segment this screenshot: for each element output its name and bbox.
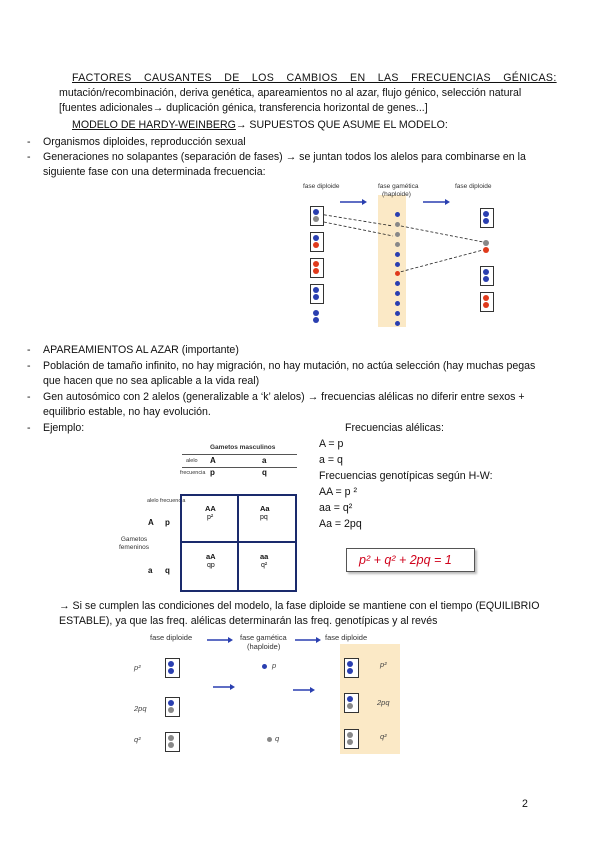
- allelic-frequencies-title: Frecuencias alélicas:: [345, 422, 444, 434]
- female-gametes-title: Gametos femeninos: [119, 536, 149, 551]
- bullet-dash: -: [27, 360, 31, 372]
- row-label-2pq: 2pq: [134, 704, 147, 713]
- bullet-dash: -: [27, 344, 31, 356]
- right-label-p2: p²: [380, 660, 387, 669]
- label-gametic: fase gamética: [378, 183, 419, 190]
- red-allele: [313, 261, 319, 267]
- hardy-weinberg-equation: p² + q² + 2pq = 1: [359, 553, 452, 567]
- label-diploid-left: fase diploide: [303, 183, 340, 190]
- hardy-weinberg-heading: [72, 119, 448, 132]
- right-label-q2: q²: [380, 732, 387, 741]
- male-gametes-title: Gametos masculinos: [210, 444, 276, 451]
- model-suffix: → SUPUESTOS QUE ASUME EL MODELO:: [235, 119, 448, 131]
- blue-allele: [483, 211, 489, 217]
- bullet-autosomal-line1: Gen autosómico con 2 alelos (generalizable a ‘k’ alelos) → frecuencias alélicas no diferir entre sexos +: [43, 391, 525, 403]
- bullet-dash: -: [27, 391, 31, 403]
- cell-aA: aA: [206, 552, 216, 561]
- label-diploid-right: fase diploide: [325, 633, 368, 642]
- red-allele: [313, 242, 319, 248]
- label-diploid-right: fase diploide: [455, 183, 492, 190]
- col-allele-a: a: [262, 456, 267, 465]
- freq-label: frecuencia: [180, 470, 206, 476]
- gray-allele: [483, 240, 489, 246]
- gray-allele: [347, 739, 353, 745]
- bullet-dash: -: [27, 136, 31, 148]
- blue-allele: [483, 269, 489, 275]
- row-allele-A: A: [148, 518, 154, 527]
- row-freq-p: p: [165, 518, 170, 527]
- blue-allele: [168, 668, 174, 674]
- gray-allele: [168, 707, 174, 713]
- row-allele-a: a: [148, 566, 153, 575]
- gray-allele: [168, 742, 174, 748]
- bullet-autosomal-line2: equilibrio estable, no hay evolución.: [43, 406, 211, 418]
- gamete: [395, 301, 400, 306]
- allele-label: alelo: [186, 458, 198, 464]
- gamete-p: [262, 664, 267, 669]
- cell-aa: aa: [260, 552, 269, 561]
- gamete: [395, 212, 400, 217]
- red-allele: [483, 295, 489, 301]
- gamete: [395, 262, 400, 267]
- blue-allele: [168, 700, 174, 706]
- blue-allele: [483, 218, 489, 224]
- cell-AA: AA: [205, 504, 216, 513]
- freq-a: a = q: [319, 454, 343, 466]
- model-title: MODELO DE HARDY-WEINBERG: [72, 119, 236, 131]
- row-label-p2: p²: [134, 663, 141, 672]
- gray-allele: [347, 703, 353, 709]
- gamete: [395, 311, 400, 316]
- cell-Aa: Aa: [260, 504, 270, 513]
- freq-A: A = p: [319, 438, 344, 450]
- col-freq-p: p: [210, 468, 215, 477]
- red-allele: [483, 247, 489, 253]
- conclusion-line1: → Si se cumplen las condiciones del modelo, la fase diploide se mantiene con el tiempo (EQUILIBRIO: [59, 600, 540, 612]
- gamete: [395, 281, 400, 286]
- row-label-q2: q²: [134, 735, 141, 744]
- gamete: [395, 222, 400, 227]
- gamete: [395, 242, 400, 247]
- blue-allele: [168, 661, 174, 667]
- cell-Aa-freq: pq: [260, 514, 268, 521]
- bullet-random-mating: APAREAMIENTOS AL AZAR (importante): [43, 344, 239, 356]
- blue-allele: [347, 668, 353, 674]
- blue-allele: [347, 696, 353, 702]
- causes-text: mutación/recombinación, deriva genética, apareamientos no al azar, flujo génico, selección natural: [59, 87, 522, 99]
- divider: [182, 454, 297, 455]
- conclusion-line2: ESTABLE), ya que las freq. alélicas determinarán las freq. genotípicas y al revés: [59, 615, 438, 627]
- blue-allele: [313, 310, 319, 316]
- red-allele: [483, 302, 489, 308]
- section-title: FACTORES CAUSANTES DE LOS CAMBIOS EN LAS FRECUENCIAS GÉNICAS:: [72, 72, 557, 84]
- divider: [182, 467, 297, 468]
- gray-allele: [168, 735, 174, 741]
- bullet-generations-line1: Generaciones no solapantes (separación de fases) → se juntan todos los alelos para combinarse en la: [43, 151, 526, 163]
- row-freq-q: q: [165, 566, 170, 575]
- freq-Aa: Aa = 2pq: [319, 518, 362, 530]
- equation-box: [346, 548, 475, 572]
- label-haploid: (haploide): [382, 191, 411, 198]
- gamete-q-label: q: [275, 734, 280, 743]
- phases-diagram: [283, 180, 513, 330]
- gamete: [395, 291, 400, 296]
- bullet-dash: -: [27, 422, 31, 434]
- bullet-generations-line2: siguiente fase con una determinada frecuencia:: [43, 166, 266, 178]
- bullet-example: Ejemplo:: [43, 422, 85, 434]
- cell-aA-freq: qp: [207, 562, 215, 569]
- freq-AA: AA = p ²: [319, 486, 357, 498]
- cell-aa-freq: q²: [261, 562, 268, 569]
- bullet-population-line1: Población de tamaño infinito, no hay migración, no hay mutación, no actúa selección (hay muchas pegas: [43, 360, 536, 372]
- blue-allele: [313, 294, 319, 300]
- gray-allele: [347, 732, 353, 738]
- row-freq-label: frecuencia: [160, 498, 186, 504]
- label-diploid-left: fase diploide: [150, 633, 193, 642]
- gamete: [395, 232, 400, 237]
- cell-AA-freq: p²: [207, 514, 214, 521]
- red-allele: [313, 268, 319, 274]
- col-freq-q: q: [262, 468, 267, 477]
- bullet-population-line2: que hacen que no sea aplicable a la vida real): [43, 375, 260, 387]
- col-allele-A: A: [210, 456, 216, 465]
- label-gametic: fase gamética: [240, 633, 287, 642]
- grid-divider: [180, 541, 295, 543]
- gamete: [395, 252, 400, 257]
- blue-allele: [483, 276, 489, 282]
- equilibrium-diagram: [125, 630, 405, 755]
- right-label-2pq: 2pq: [377, 698, 390, 707]
- blue-allele: [313, 317, 319, 323]
- gamete-p-label: p: [272, 661, 277, 670]
- bullet-diploid: Organismos diploides, reproducción sexual: [43, 136, 246, 148]
- genotypic-frequencies-title: Frecuencias genotípicas según H-W:: [319, 470, 493, 482]
- gray-allele: [313, 216, 319, 222]
- blue-allele: [313, 209, 319, 215]
- row-allele-label: alelo: [147, 498, 159, 504]
- gamete: [395, 271, 400, 276]
- gamete-q: [267, 737, 272, 742]
- blue-allele: [313, 235, 319, 241]
- bullet-dash: -: [27, 151, 31, 163]
- freq-aa: aa = q²: [319, 502, 353, 514]
- page-number: 2: [522, 798, 528, 810]
- punnett-square: [110, 438, 300, 588]
- blue-allele: [347, 661, 353, 667]
- gamete: [395, 321, 400, 326]
- extra-sources-text: [fuentes adicionales→ duplicación génica, transferencia horizontal de genes...]: [59, 102, 428, 114]
- blue-allele: [313, 287, 319, 293]
- label-haploid: (haploide): [247, 642, 281, 651]
